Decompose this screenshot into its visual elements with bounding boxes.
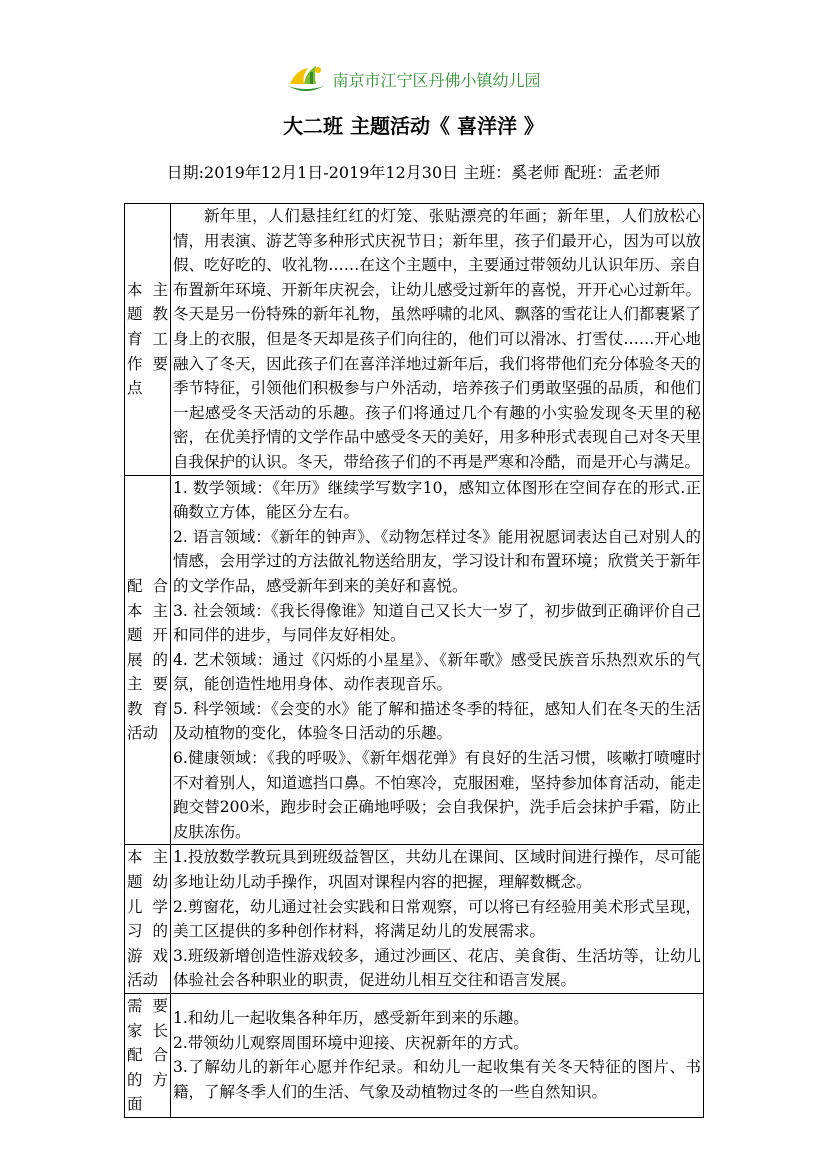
plan-table <box>124 203 704 1118</box>
row-label: 配合本主题开展的主要教育活动 <box>125 475 171 845</box>
table-row-activities <box>125 475 704 845</box>
row-content <box>171 845 704 994</box>
school-name: 南京市江宁区丹佛小镇幼儿园 <box>332 70 541 90</box>
row-content <box>171 994 704 1118</box>
page-title: 大二班 主题活动《 喜洋洋 》 <box>283 114 544 138</box>
content-paragraph: 2. 语言领域：《新年的钟声》、《动物怎样过冬》能用祝愿词表达自己对别人的情感，会用学过的方法做礼物送给朋友，学习设计和布置环境；欣赏关于新年的文学作品，感受新年到来的美好和喜悦。 <box>173 527 701 595</box>
table-row-games <box>125 845 704 994</box>
table-row-parents <box>125 994 704 1118</box>
row-content <box>171 204 704 476</box>
school-header <box>0 62 827 96</box>
row-label: 本主题教育工作要点 <box>125 204 171 476</box>
content-paragraph: 1.和幼儿一起收集各种年历，感受新年到来的乐趣。 <box>173 1009 529 1028</box>
content-paragraph: 3.了解幼儿的新年心愿并作纪录。和幼儿一起收集有关冬天特征的图片、书籍，了解冬季人们的生活、气象及动植物过冬的一些自然知识。 <box>173 1058 701 1102</box>
school-logo-icon <box>286 62 326 96</box>
row-content <box>171 475 704 845</box>
row-label: 本主题幼儿学习的游戏活动 <box>125 845 171 994</box>
date-line: 日期:2019年12月1日-2019年12月30日 主班：奚老师 配班：孟老师 <box>166 163 661 182</box>
content-paragraph: 5. 科学领域：《会变的水》能了解和描述冬季的特征，感知人们在冬天的生活及动植物的变化，体验冬日活动的乐趣。 <box>173 699 701 743</box>
content-paragraph: 1.投放数学教玩具到班级益智区，共幼儿在课间、区域时间进行操作，尽可能多地让幼儿动手操作，巩固对课程内容的把握，理解数概念。 <box>173 848 701 892</box>
content-paragraph: 6.健康领域：《我的呼吸》、《新年烟花弹》有良好的生活习惯，咳嗽打喷嚏时不对着别人，知道遮挡口鼻。不怕寒冷，克服困难，坚持参加体育活动，能走跑交替200米，跑步时会正确地呼吸；会自我保护，洗手后会抹护手霜，防止皮肤冻伤。 <box>173 749 701 841</box>
content-paragraph: 2.剪窗花，幼儿通过社会实践和日常观察，可以将已有经验用美术形式呈现，美工区提供的多种创作材料，将满足幼儿的发展需求。 <box>173 897 701 941</box>
content-paragraph: 2.带领幼儿观察周围环境中迎接、庆祝新年的方式。 <box>173 1033 529 1052</box>
content-paragraph: 新年里，人们悬挂红红的灯笼、张贴漂亮的年画；新年里，人们放松心情，用表演、游艺等多种形式庆祝节日；新年里，孩子们最开心，因为可以放假、吃好吃的、收礼物……在这个主题中，主要通过带领幼儿认识年历、亲自布置新年环境、开新年庆祝会，让幼儿感受过新年的喜悦，开开心心过新年。冬天是另一份特殊的新年礼物，虽然呼啸的北风、飘落的雪花让人们都裹紧了身上的衣服，但是冬天却是孩子们向往的，他们可以滑冰、打雪仗……开心地融入了冬天，因此孩子们在喜洋洋地过新年后，我们将带他们充分体验冬天的季节特征，引领他们积极参与户外活动，培养孩子们勇敢坚强的品质，和他们一起感受冬天活动的乐趣。孩子们将通过几个有趣的小实验发现冬天里的秘密，在优美抒情的文学作品中感受冬天的美好，用多种形式表现自己对冬天里自我保护的认识。冬天，带给孩子们的不再是严寒和冷酷，而是开心与满足。 <box>173 207 701 471</box>
row-label: 需要家长配合的方面 <box>125 994 171 1118</box>
content-paragraph: 3.班级新增创造性游戏较多，通过沙画区、花店、美食街、生活坊等，让幼儿体验社会各种职业的职责，促进幼儿相互交往和语言发展。 <box>173 946 701 990</box>
table-row-key-points <box>125 204 704 476</box>
content-paragraph: 4. 艺术领域：通过《闪烁的小星星》、《新年歌》感受民族音乐热烈欢乐的气氛，能创造性地用身体、动作表现音乐。 <box>173 650 701 694</box>
content-paragraph: 1. 数学领域：《年历》继续学写数字10，感知立体图形在空间存在的形式.正确数立方体，能区分左右。 <box>173 478 701 522</box>
content-paragraph: 3. 社会领域：《我长得像谁》知道自己又长大一岁了，初步做到正确评价自己和同伴的进步，与同伴友好相处。 <box>173 601 701 645</box>
